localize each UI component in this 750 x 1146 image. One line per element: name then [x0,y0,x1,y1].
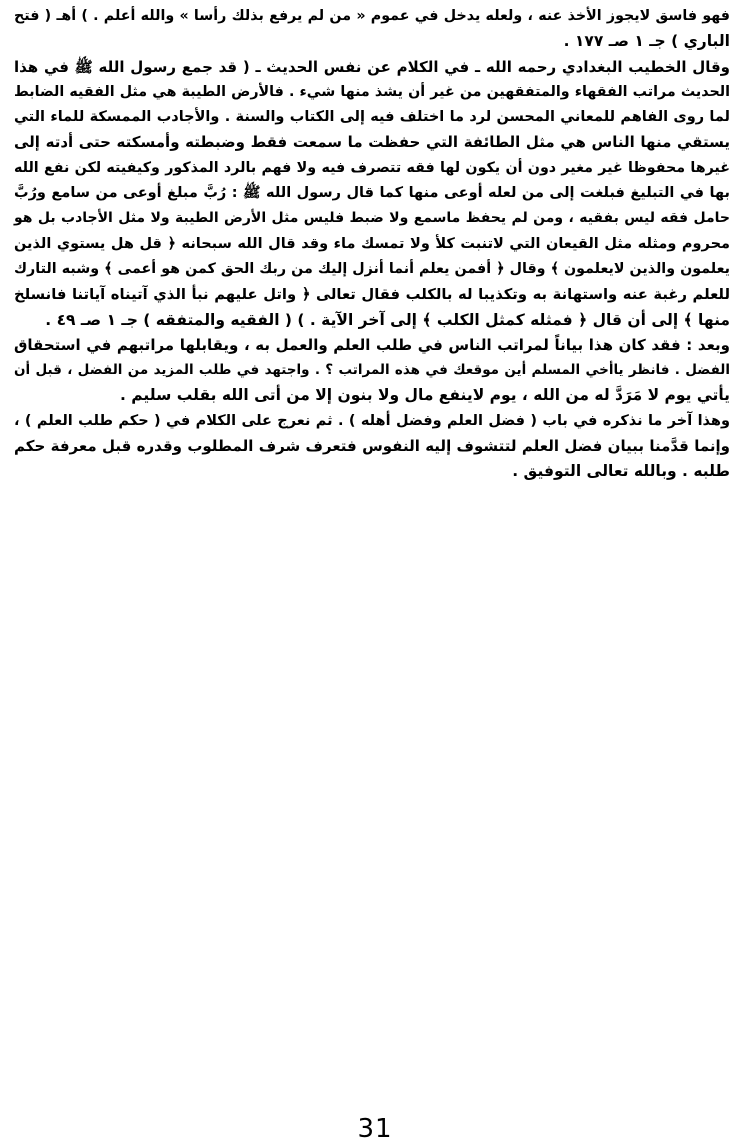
text-line: وبعد : فقد كان هذا بياناً لمراتب الناس في طلب العلم والعمل به ، ويقابلها مراتبهم في استحقاق [14,335,730,354]
text-line: الحديث مراتب الفقهاء والمتفقهين من غير أن يشذ منها شيء . فالأرض الطيبة هي مثل الفقيه الضابط [14,83,730,100]
paragraph-khatib-baghdadi-quote [14,55,730,333]
text-line: وقال الخطيب البغدادي رحمه الله ـ في الكلام عن نفس الحديث ـ ( قد جمع رسول الله ﷺ في هذا [14,57,730,76]
text-line: يعلمون والذين لايعلمون ﴾ وقال ﴿ أفمن يعلم أنما أنزل إليك من ربك الحق كمن هو أعمى ﴾ وشبه التارك [14,260,730,277]
text-line: طلبه . وبالله تعالى التوفيق . [512,462,730,481]
text-line: يأتي يوم لا مَرَدَّ له من الله ، يوم لاينفع مال ولا بنون إلا من أتى الله بقلب سليم . [119,386,730,405]
text-line: محروم ومثله مثل القيعان التي لاتنبت كلأ ولا تمسك ماء وقد قال الله سبحانه ﴿ قل هل يستوي الذين [14,235,730,252]
text-line: الباري ) جـ ١ صـ ١٧٧ . [563,32,730,51]
page-number: 31 [357,1114,393,1144]
text-line: بها في التبليغ فبلغت إلى من لعله أوعى منها كما قال رسول الله ﷺ : رُبَّ مبلغ أوعى من سامع ورُبَّ [14,185,730,202]
page-body-text [14,4,730,485]
text-line: حامل فقه ليس بفقيه ، ومن لم يحفظ ماسمع ولا ضبط فليس مثل الأرض الطيبة ولا مثل الأجادب بل هو [14,210,730,227]
text-line: غيرها محفوظا غير مغير دون أن يكون لها فقه تتصرف فيه ولا فهم بالرد المذكور وكيفيته لكن نفع الله [14,159,730,176]
text-line: لما روى الفاهم للمعاني المحسن لرد ما اختلف فيه إلى الكتاب والسنة . والأجادب الممسكة للماء التي [14,109,730,126]
text-line: للعلم رغبة عنه واستهانة به وتكذيبا له بالكلب فقال تعالى ﴿ واتل عليهم نبأ الذي آتيناه آياتنا فانسلخ [14,286,730,304]
text-line: فهو فاسق لايجوز الأخذ عنه ، ولعله يدخل في عموم « من لم يرفع بذلك رأسا » والله أعلم . ) أهـ ( فتح [14,8,730,24]
text-line: الفضل . فانظر ياأخي المسلم أين موقعك في هذه المراتب ؟ . واجتهد في طلب المزيد من الفضل ، قبل أن [14,362,730,379]
text-line: وهذا آخر ما نذكره في باب ( فضل العلم وفضل أهله ) . ثم نعرج على الكلام في ( حكم طلب العلم ) ، [14,412,730,429]
paragraph-closing [14,409,730,485]
text-line: منها ﴾ إلى أن قال ﴿ فمثله كمثل الكلب ﴾ إلى آخر الآية . ) ( الفقيه والمتفقه ) جـ ١ صـ ٤٩ . [45,310,730,329]
paragraph-fath-al-bari-quote [14,4,730,55]
paragraph-ranks-of-people [14,333,730,409]
text-line: وإنما قدَّمنا ببيان فضل العلم لتتشوف إليه النفوس فتعرف شرف المطلوب وقدره قبل معرفة حكم [14,437,730,456]
text-line: يستقي منها الناس هي مثل الطائفة التي حفظت ما سمعت فقط وضبطته وأمسكته حتى أدته إلى [14,133,730,152]
